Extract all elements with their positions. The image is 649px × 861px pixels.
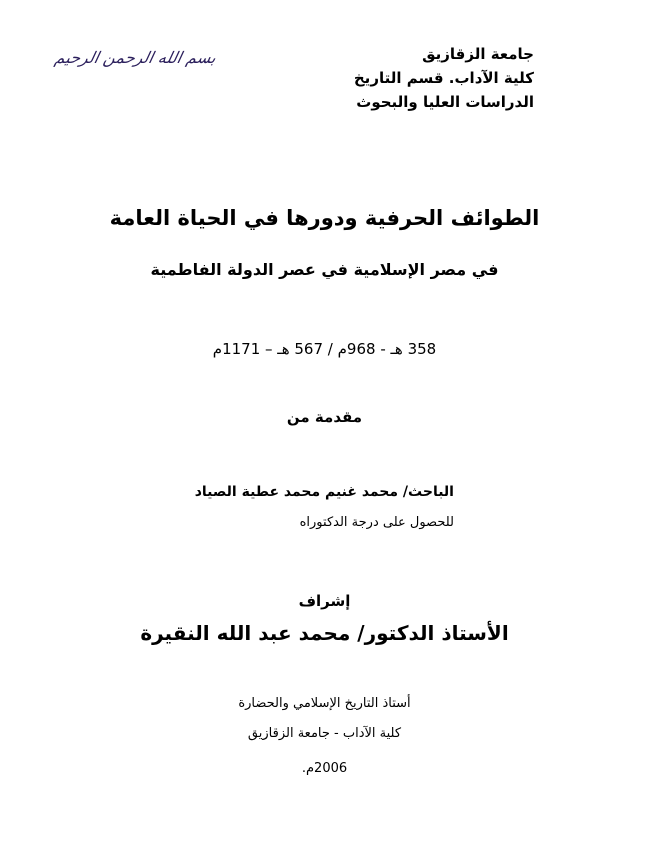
basmala-calligraphy: بسم الله الرحمن الرحيم: [53, 48, 218, 67]
faculty-department: كلية الآداب. قسم التاريخ: [353, 69, 534, 87]
graduate-studies: الدراسات العليا والبحوث: [356, 93, 534, 111]
institution-header: [354, 42, 534, 114]
thesis-period-dates: 358 هـ - 968م / 567 هـ – 1171م: [212, 340, 437, 358]
supervision-label: إشراف: [298, 592, 351, 610]
degree-purpose: للحصول على درجة الدكتوراه: [299, 515, 454, 530]
thesis-subtitle: في مصر الإسلامية في عصر الدولة الفاطمية: [150, 260, 499, 279]
supervisor-name: الأستاذ الدكتور/ محمد عبد الله النقيرة: [140, 621, 509, 645]
thesis-title: الطوائف الحرفية ودورها في الحياة العامة: [109, 206, 540, 230]
thesis-year: 2006م.: [301, 761, 348, 776]
supervisor-faculty: كلية الآداب - جامعة الزقازيق: [247, 726, 402, 741]
presented-by-label: مقدمة من: [286, 408, 363, 426]
supervisor-position: أستاذ التاريخ الإسلامي والحضارة: [238, 696, 411, 711]
researcher-name: الباحث/ محمد غنيم محمد عطية الصياد: [194, 484, 454, 500]
university-name: جامعة الزقازيق: [422, 45, 534, 63]
